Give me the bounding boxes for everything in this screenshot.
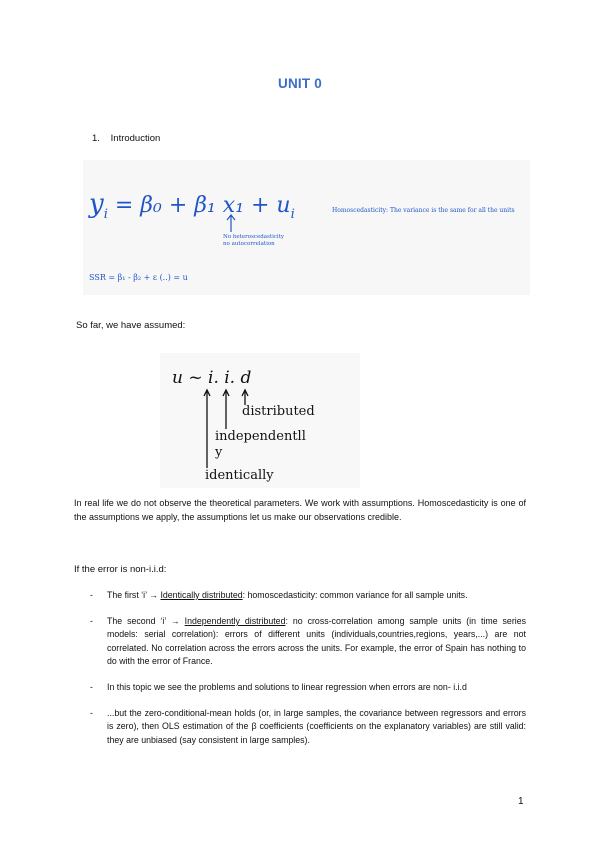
bullet-1-text: : homoscedasticity: common variance for all sample units. [242,590,468,600]
so-far-text: So far, we have assumed: [76,320,186,331]
iid-diagram-image [160,353,360,488]
label-distributed: distributed [242,404,315,419]
arrow-note-2: no autocorrelation [223,241,275,247]
section-title: Introduction [110,133,161,144]
list-item: - ...but the zero-conditional-mean holds (or, in large samples, the covariance between regressors and errors is zero), then OLS estimation of the β coefficients (coefficients on the explanatory variables) are still valid: they are unbiased (say consistent in large samples). [90,708,526,745]
section-number: 1. [92,133,100,144]
svg-text:yi = β₀ + β₁ x₁ + ui [88,189,295,222]
formula-y-sub: i [103,207,108,222]
bullet-1-term: Identically distributed [160,590,243,600]
handwritten-equation-image [83,160,530,295]
bullet-2-prefix: The second ‘i’ → [107,616,185,627]
bullet-2-text: : no cross-correlation among sample units (in time series models: serial correlation): errors of different units (individuals,countries,regions, years,...) are not correlated. No correlation across the errors across the units. For example, the error of Spain has nothing to do with the error of France. [107,616,526,666]
iid-formula: u ~ i. i. d [172,368,252,388]
page-number: 1 [518,796,524,807]
formula-y: y [89,189,104,219]
arrow-note-1: No heteroscedasticity [223,234,284,240]
section-heading [92,133,160,144]
formula-rest: = β₀ + β₁ x₁ + u [107,193,291,218]
label-independent: independentll [215,429,306,444]
page-title: UNIT 0 [278,76,322,91]
list-item: - In this topic we see the problems and solutions to linear regression when errors are non- i.i.d [90,682,467,693]
homoscedasticity-note: Homoscedasticity: The variance is the same for all the units [332,207,515,214]
bullet-2-term: Independently distributed [184,616,286,627]
list-item: - The first ‘i’ → Identically distributed: homoscedasticity: common variance for all sample units. [90,590,468,600]
formula-u-sub: i [290,207,295,222]
bullet-3-text: In this topic we see the problems and solutions to linear regression when errors are non- i.i.d [107,682,467,693]
label-independent-cont: y [215,445,223,460]
small-formula: SSR = β₁ - β₂ + ε (..) = u [89,273,188,282]
if-error-text: If the error is non-i.i.d: [74,564,167,575]
bullet-4-text: ...but the zero-conditional-mean holds (or, in large samples, the covariance between regressors and errors is zero), then OLS estimation of the β coefficients (coefficients on the explanatory variables) are still valid: they are unbiased (say consistent in large samples). [107,708,526,745]
list-item: - The second ‘i’ → Independently distributed: no cross-correlation among sample units (in time series models: serial correlation): errors of different units (individuals,countries,regions, years,...) are not correlated. No correlation across the errors across the units. For example, the error of Spain has nothing to do with the error of France. [90,616,526,666]
bullet-1-prefix: The first ‘i’ → [107,590,161,600]
intro-paragraph: In real life we do not observe the theoretical parameters. We work with assumptions. Homoscedasticity is one of the assumptions we apply, the assumptions let us make our observations credible. [74,498,526,522]
bullet-list [90,589,526,760]
label-identically: identically [205,468,274,483]
